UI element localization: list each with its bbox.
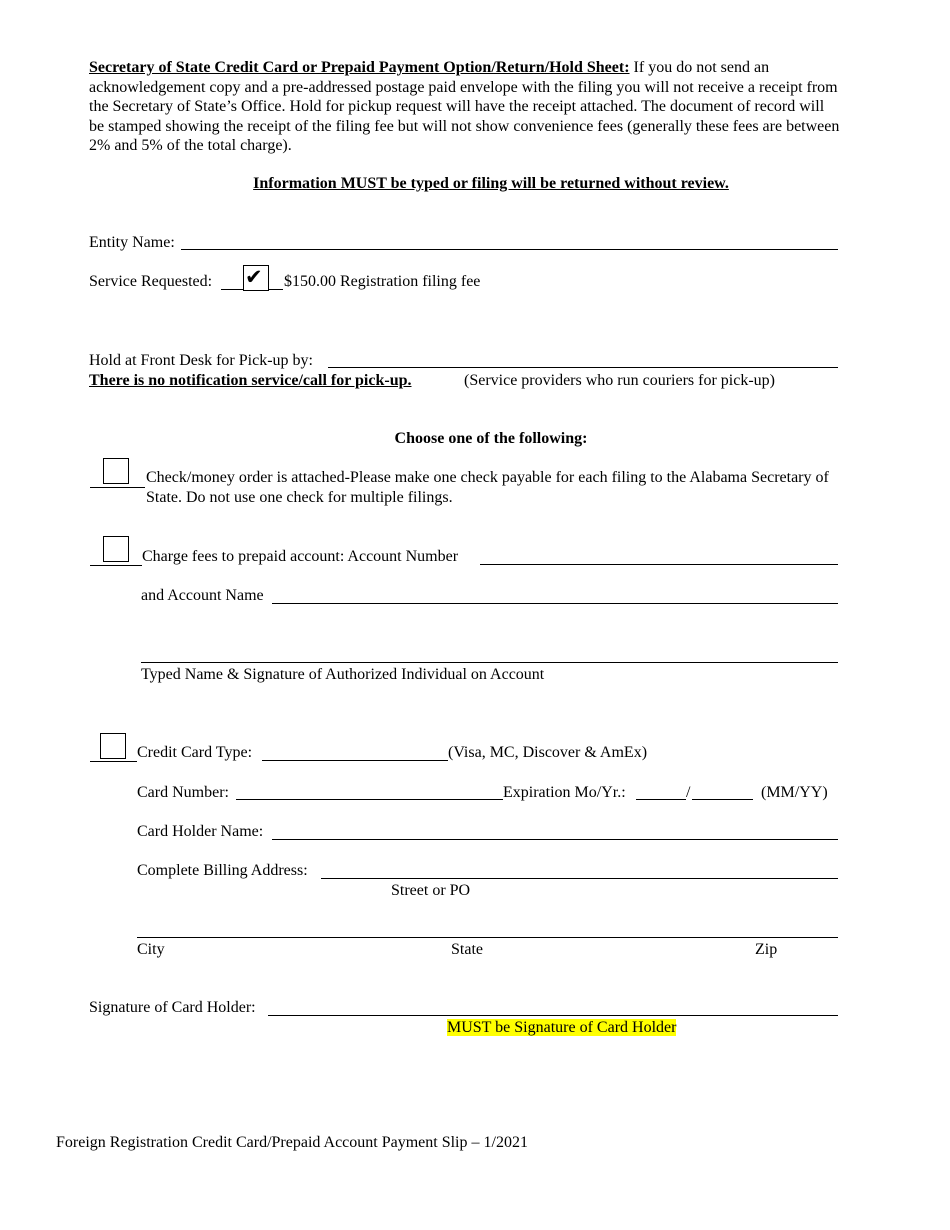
expiration-month-field[interactable] (636, 799, 686, 800)
card-type-field[interactable] (262, 760, 448, 761)
billing-address-label: Complete Billing Address: (137, 862, 308, 879)
typed-notice-text: Information MUST be typed or filing will be returned without review. (253, 175, 729, 192)
prepaid-option-checkbox[interactable] (103, 536, 129, 562)
expiration-format: (MM/YY) (761, 784, 828, 801)
choose-heading: Choose one of the following: (394, 430, 588, 447)
signature-warning (447, 1018, 676, 1038)
check-option-underline (90, 487, 145, 488)
account-number-field[interactable] (480, 564, 838, 565)
intro-heading: Secretary of State Credit Card or Prepaid Payment Option/Return/Hold Sheet: (89, 59, 630, 76)
card-number-label: Card Number: (137, 784, 229, 801)
authorized-signature-caption: Typed Name & Signature of Authorized Individual on Account (141, 666, 545, 683)
service-underline-right (269, 289, 283, 290)
street-caption: Street or PO (391, 882, 471, 899)
card-number-field[interactable] (236, 799, 503, 800)
footer-text: Foreign Registration Credit Card/Prepaid Account Payment Slip – 1/2021 (56, 1134, 528, 1151)
billing-city-state-zip-field[interactable] (137, 937, 838, 938)
zip-caption: Zip (755, 941, 778, 958)
credit-option-underline (90, 761, 137, 762)
entity-name-field[interactable] (181, 249, 838, 250)
check-option-checkbox[interactable] (103, 458, 129, 484)
intro-paragraph (89, 58, 894, 156)
account-name-field[interactable] (272, 603, 838, 604)
checkmark-icon: ✔ (245, 265, 263, 289)
intro-line-3: the Secretary of State’s Office. Hold for pickup request will have the receipt attached. The document of record will (89, 98, 825, 115)
hold-label: Hold at Front Desk for Pick-up by: (89, 352, 313, 369)
service-underline-left (221, 289, 243, 290)
state-caption: State (451, 941, 483, 958)
intro-line-5: 2% and 5% of the total charge). (89, 137, 292, 154)
card-holder-field[interactable] (272, 839, 838, 840)
signature-warning-highlight: MUST be Signature of Card Holder (447, 1019, 677, 1036)
card-type-note: (Visa, MC, Discover & AmEx) (448, 744, 648, 761)
card-holder-label: Card Holder Name: (137, 823, 264, 840)
service-requested-label: Service Requested: (89, 273, 213, 290)
prepaid-account-label: Charge fees to prepaid account: Account Number (142, 548, 459, 565)
check-option-line-1: Check/money order is attached-Please make one check payable for each filing to the Alabama Secretary of (146, 469, 829, 486)
account-name-label: and Account Name (141, 587, 264, 604)
typed-notice (0, 174, 950, 194)
expiration-separator: / (686, 784, 691, 801)
no-notification-text (89, 371, 412, 391)
prepaid-option-underline (90, 565, 142, 566)
intro-line-2: acknowledgement copy and a pre-addressed postage paid envelope with the filing you will not receive a receipt from (89, 78, 838, 96)
hold-pickup-field[interactable] (328, 367, 838, 368)
card-holder-signature-field[interactable] (268, 1015, 838, 1016)
city-caption: City (137, 941, 165, 958)
no-notification-bold: There is no notification service/call for pick-up. (89, 372, 412, 389)
service-fee-text: $150.00 Registration filing fee (284, 273, 481, 290)
billing-street-field[interactable] (321, 878, 838, 879)
check-option-line-2: State. Do not use one check for multiple filings. (146, 489, 453, 506)
card-type-label: Credit Card Type: (137, 744, 253, 761)
courier-note: (Service providers who run couriers for pick-up) (464, 372, 776, 389)
expiration-year-field[interactable] (692, 799, 753, 800)
intro-line-1: If you do not send an (629, 59, 770, 76)
service-checkbox[interactable] (243, 265, 269, 291)
entity-name-label: Entity Name: (89, 234, 175, 251)
intro-line-4: be stamped showing the receipt of the filing fee but will not show convenience fees (generally these fees are between (89, 117, 840, 135)
credit-card-option-checkbox[interactable] (100, 733, 126, 759)
authorized-signature-field[interactable] (141, 662, 838, 663)
card-holder-signature-label: Signature of Card Holder: (89, 999, 256, 1016)
expiration-label: Expiration Mo/Yr.: (503, 784, 626, 801)
